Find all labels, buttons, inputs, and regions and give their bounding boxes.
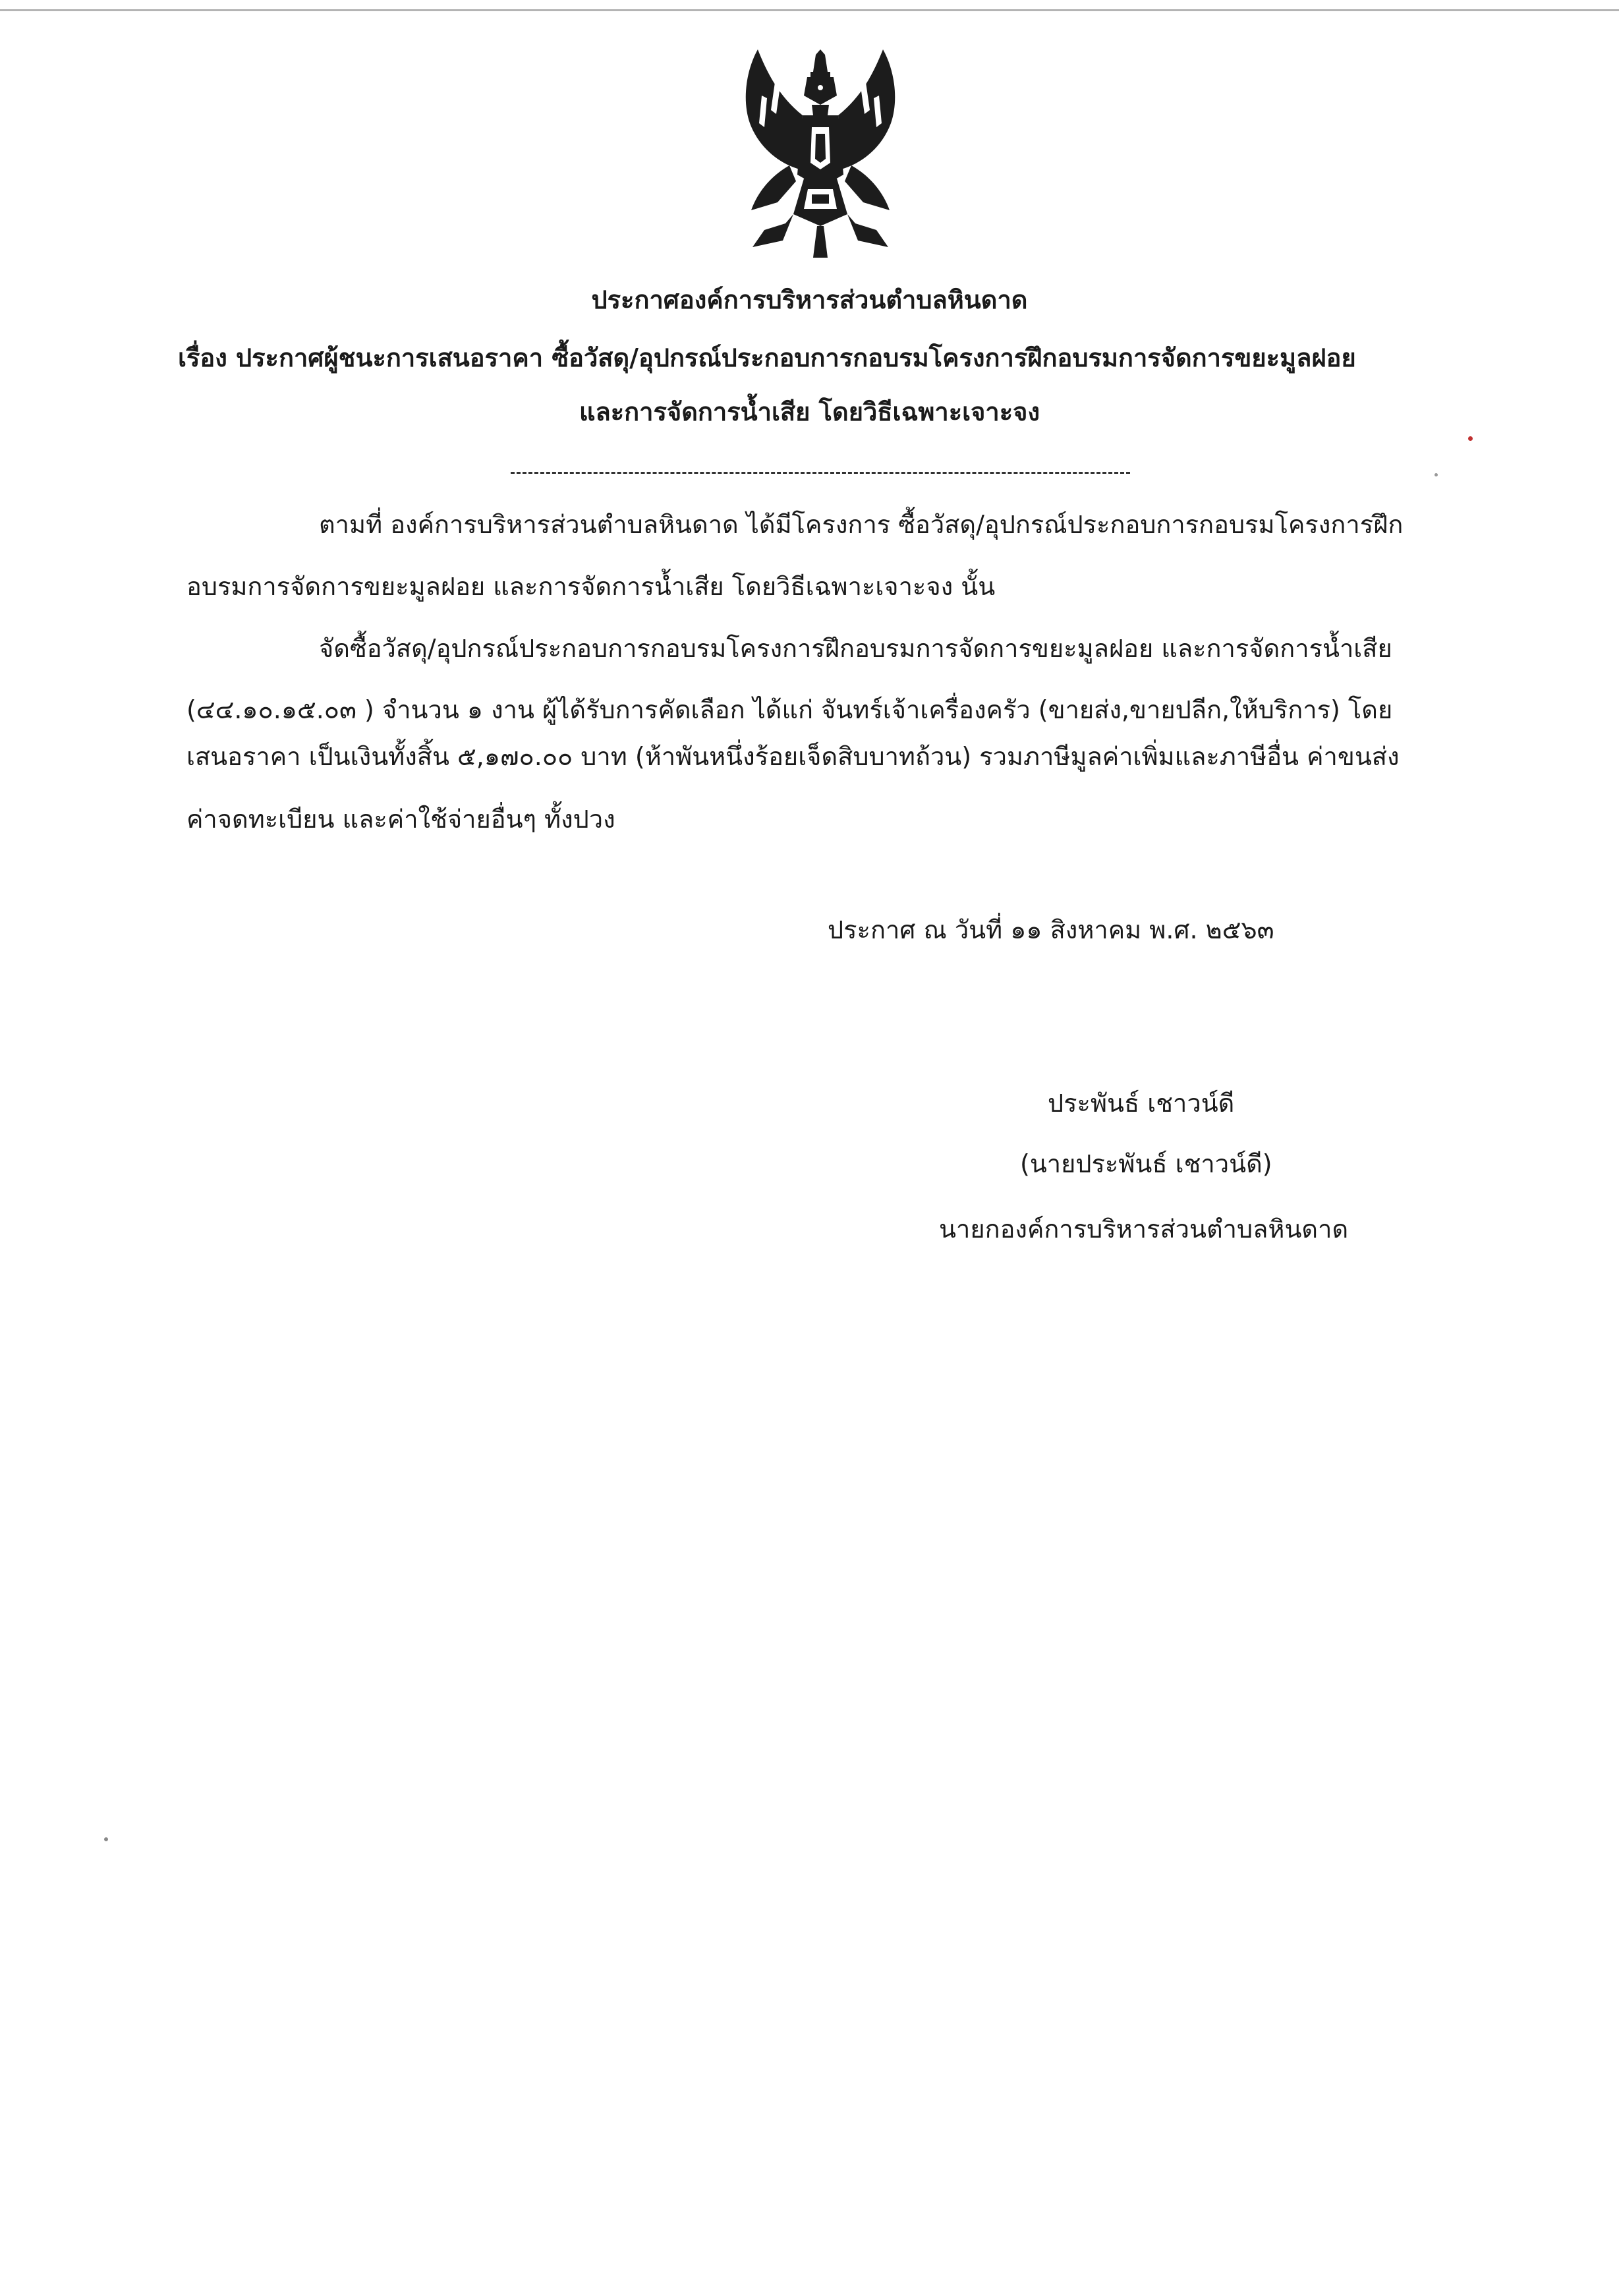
garuda-emblem-icon — [712, 49, 929, 260]
signatory-position: นายกองค์การบริหารส่วนตำบลหินดาด — [939, 1215, 1349, 1244]
scan-speck — [1434, 473, 1438, 476]
document-org-title: ประกาศองค์การบริหารส่วนตำบลหินดาด — [591, 285, 1028, 314]
announcement-date: ประกาศ ณ วันที่ ๑๑ สิงหาคม พ.ศ. ๒๕๖๓ — [828, 915, 1274, 944]
body-paragraph-2-line-3: เสนอราคา เป็นเงินทั้งสิ้น ๕,๑๗๐.๐๐ บาท (ห้าพันหนึ่งร้อยเจ็ดสิบบาทถ้วน) รวมภาษีมูลค่าเพิ่มและภาษีอื่น ค่าขนส่ง — [186, 742, 1400, 771]
body-paragraph-2-line-1: จัดซื้อวัสดุ/อุปกรณ์ประกอบการกอบรมโครงการฝึกอบรมการจัดการขยะมูลฝอย และการจัดการน้ำเสีย — [319, 634, 1392, 663]
signature-name: ประพันธ์ เชาวน์ดี — [1048, 1089, 1235, 1118]
signatory-printed-name: (นายประพันธ์ เชาวน์ดี) — [1020, 1149, 1272, 1178]
document-subject-line-2: และการจัดการน้ำเสีย โดยวิธีเฉพาะเจาะจง — [579, 397, 1040, 426]
body-paragraph-2-line-4: ค่าจดทะเบียน และค่าใช้จ่ายอื่นๆ ทั้งปวง — [186, 805, 615, 834]
scan-speck — [1468, 436, 1473, 441]
scan-speck — [104, 1837, 108, 1841]
scan-top-edge — [0, 9, 1619, 11]
body-paragraph-1-line-1: ตามที่ องค์การบริหารส่วนตำบลหินดาด ได้มีโครงการ ซื้อวัสดุ/อุปกรณ์ประกอบการกอบรมโครงการฝึก — [319, 510, 1404, 539]
document-subject-line-1: เรื่อง ประกาศผู้ชนะการเสนอราคา ซื้อวัสดุ/อุปกรณ์ประกอบการกอบรมโครงการฝึกอบรมการจัดการขยะมูลฝอย — [178, 343, 1356, 372]
body-paragraph-1-line-2: อบรมการจัดการขยะมูลฝอย และการจัดการน้ำเสีย โดยวิธีเฉพาะเจาะจง นั้น — [186, 572, 996, 601]
dashed-divider — [511, 472, 1130, 474]
body-paragraph-2-line-2: (๔๔.๑๐.๑๕.๐๓ ) จำนวน ๑ งาน ผู้ได้รับการคัดเลือก ได้แก่ จันทร์เจ้าเครื่องครัว (ขายส่ง,ขายปลีก,ให้บริการ) โดย — [186, 695, 1393, 724]
